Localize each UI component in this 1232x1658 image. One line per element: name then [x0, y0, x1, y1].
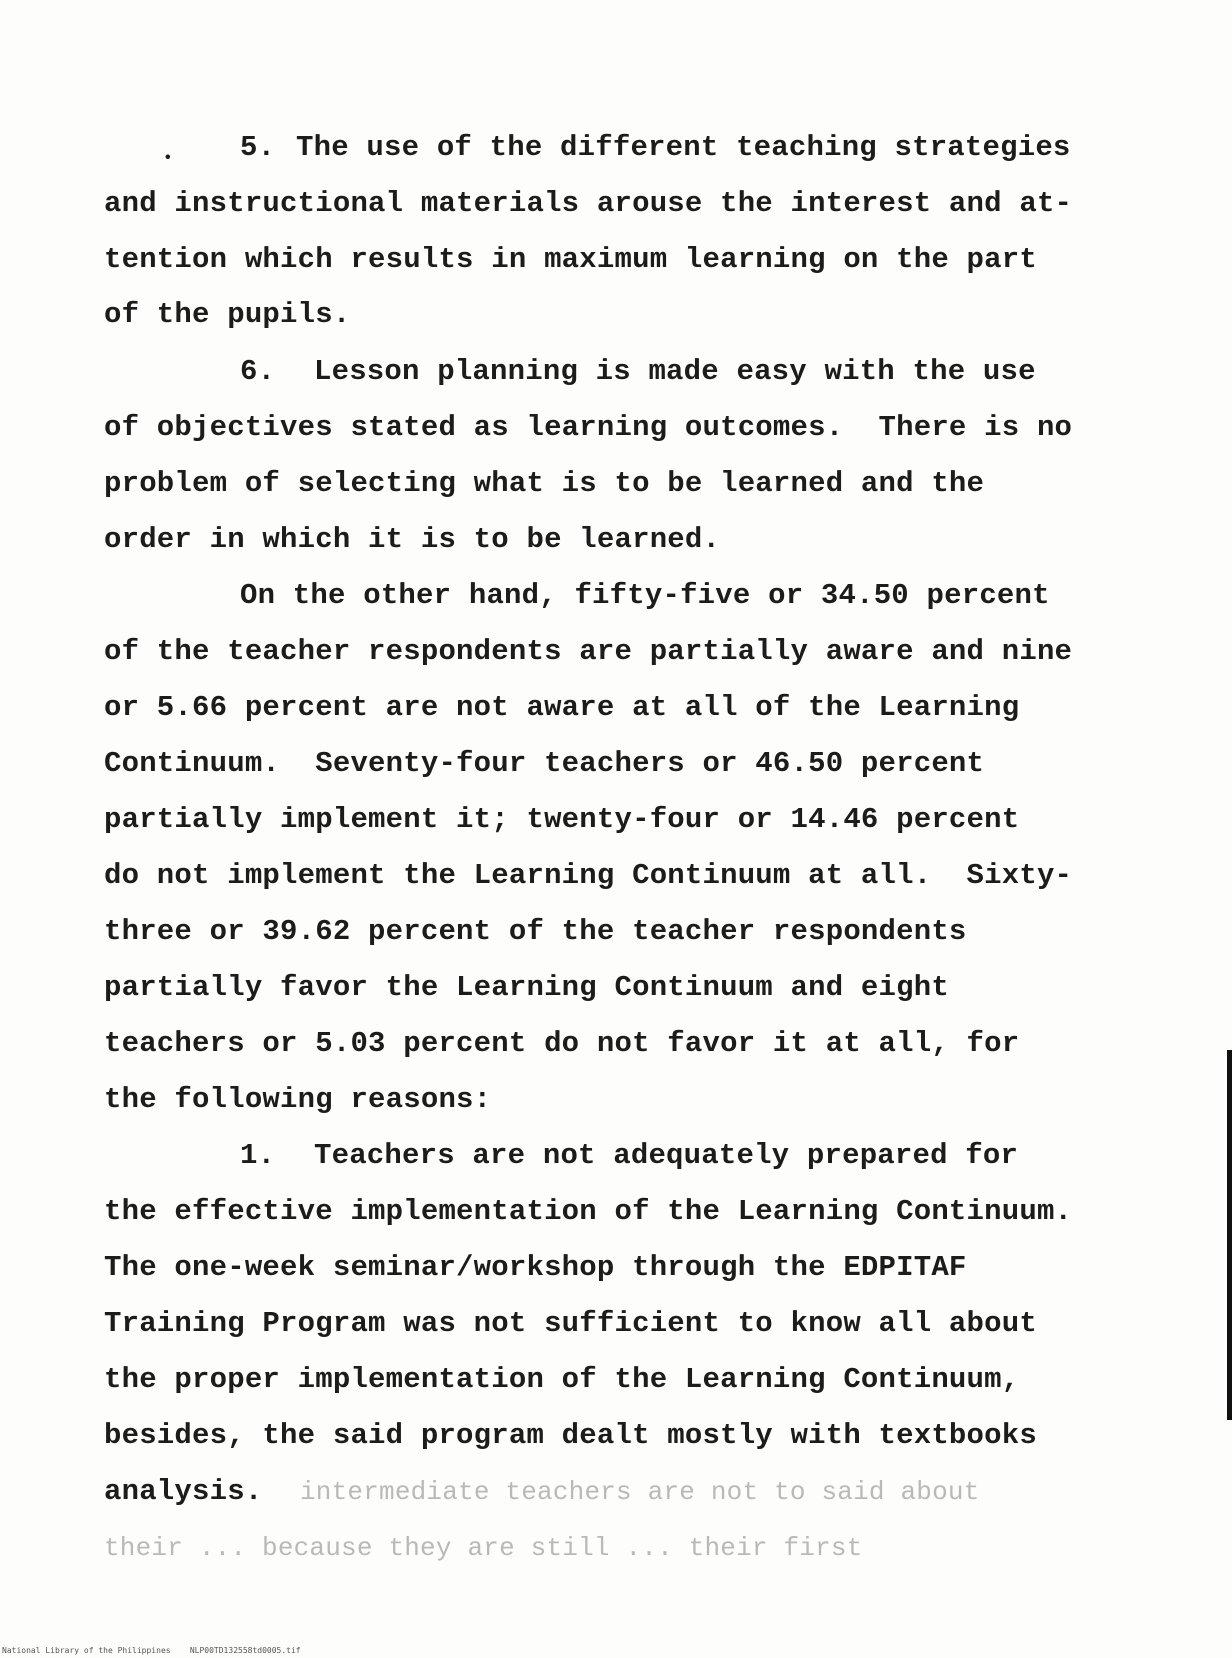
- paragraph-other-hand-line: Continuum. Seventy-four teachers or 46.50 percent: [104, 747, 985, 780]
- reason-1-line: the effective implementation of the Learning Continuum.: [104, 1195, 1073, 1228]
- paragraph-other-hand-line: teachers or 5.03 percent do not favor it at all, for: [104, 1027, 1020, 1060]
- scan-edge-mark: [1227, 1050, 1232, 1420]
- paragraph-6-number: 6.: [240, 355, 276, 388]
- paragraph-other-hand-line: do not implement the Learning Continuum at all. Sixty-: [104, 859, 1073, 892]
- paragraph-5-line: The use of the different teaching strategies: [296, 131, 1071, 164]
- paragraph-5-line: tention which results in maximum learning on the part: [104, 243, 1037, 276]
- paragraph-other-hand-line: On the other hand, fifty-five or 34.50 percent: [240, 579, 1050, 612]
- paragraph-6-line: problem of selecting what is to be learned and the: [104, 467, 985, 500]
- paragraph-other-hand-line: three or 39.62 percent of the teacher respondents: [104, 915, 967, 948]
- reason-1-number: 1.: [240, 1139, 276, 1172]
- paragraph-5-line: and instructional materials arouse the interest and at-: [104, 187, 1073, 220]
- paragraph-other-hand-line: the following reasons:: [104, 1083, 492, 1116]
- paragraph-6-line: Lesson planning is made easy with the use: [314, 355, 1036, 388]
- reason-1-line: Training Program was not sufficient to know all about: [104, 1307, 1037, 1340]
- paragraph-other-hand-line: of the teacher respondents are partially aware and nine: [104, 635, 1073, 668]
- reason-1-line: the proper implementation of the Learning Continuum,: [104, 1363, 1020, 1396]
- scan-footer: National Library of the Philippines NLP00TD132558td0005.tif: [2, 1646, 301, 1655]
- reason-1-line: analysis.: [104, 1475, 263, 1508]
- reason-1-line: Teachers are not adequately prepared for: [314, 1139, 1019, 1172]
- bleed-through-text: intermediate teachers are not to said about: [300, 1477, 980, 1507]
- paragraph-5-line: of the pupils.: [104, 298, 351, 331]
- paragraph-other-hand-line: or 5.66 percent are not aware at all of the Learning: [104, 691, 1020, 724]
- paragraph-5-number: 5.: [240, 131, 276, 164]
- paragraph-other-hand-line: partially favor the Learning Continuum and eight: [104, 971, 949, 1004]
- reason-1-line: The one-week seminar/workshop through the EDPITAF: [104, 1251, 967, 1284]
- bleed-through-text: their ... because they are still ... their first: [104, 1533, 863, 1563]
- paragraph-other-hand-line: partially implement it; twenty-four or 14.46 percent: [104, 803, 1020, 836]
- reason-1-line: besides, the said program dealt mostly with textbooks: [104, 1419, 1037, 1452]
- paragraph-6-line: order in which it is to be learned.: [104, 523, 721, 556]
- bullet-mark: •: [163, 149, 173, 167]
- paragraph-6-line: of objectives stated as learning outcomes. There is no: [104, 411, 1073, 444]
